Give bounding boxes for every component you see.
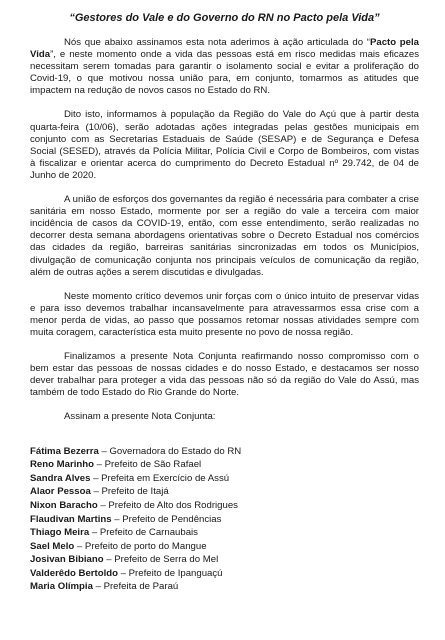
- signer-name: Alaor Pessoa: [30, 486, 91, 498]
- signer-role: – Prefeito de Pendências: [111, 513, 222, 525]
- signer-role: – Prefeito de Alto dos Rodrigues: [97, 499, 238, 511]
- signer-name: Sael Melo: [30, 540, 75, 552]
- signer-role: – Governadora do Estado do RN: [98, 445, 242, 457]
- signer-role: – Prefeito de Itajá: [90, 486, 169, 498]
- paragraph-1: [30, 37, 419, 97]
- signer-name: Josivan Bibiano: [30, 554, 104, 566]
- paragraph-5: Finalizamos a presente Nota Conjunta reafirmando nosso compromisso com o bem estar das pessoas de nossas cidades e do nosso Estado, e destacamos ser nosso dever trabalhar para proteger a vida das pessoas não só da região do Vale do Assú, mas também de todo Estado do Rio Grande do Norte.: [30, 351, 419, 399]
- signer-name: Nixon Baracho: [30, 499, 98, 511]
- signer-item: [30, 445, 419, 459]
- signer-role: – Prefeito de Carnaubais: [89, 527, 198, 539]
- paragraph-1-bold: Pacto pela Vida: [30, 37, 419, 61]
- signer-item: [30, 526, 419, 540]
- paragraph-1-end: ”, e neste momento onde a vida das pessoas está em risco medidas mais eficazes necessitam serem tomadas para garantir o isolamento social e evitar a proliferação do Covid-19, o que motivou nossa união para, em conjunto, tomarmos as atitudes que impactem na redução de novos casos no Estado do RN.: [30, 49, 419, 97]
- paragraph-2: Dito isto, informamos à população da Região do Vale do Açú que à partir desta quarta-feira (10/06), serão adotadas ações integradas pelas gestões municipais em conjunto com as Secretarias Estaduais de Saúde (SESAP) e de Segurança e Defesa Social (SESED), através da Polícia Militar, Polícia Civil e Corpo de Bombeiros, com vistas à fiscalizar e orientar acerca do cumprimento do Decreto Estadual nº 29.742, de 04 de Junho de 2020.: [30, 109, 419, 181]
- signer-item: [30, 499, 419, 513]
- signer-name: Sandra Alves: [30, 472, 91, 484]
- paragraph-3: A união de esforços dos governantes da região é necessária para combater a crise sanitária em nosso Estado, mormente por ser a região do vale a terceira com maior incidência de casos da COVID-19, então, com esse entendimento, serão realizadas no decorrer desta semana abordagens orientativas sobre o Decreto Estadual nos comércios das cidades da região, barreiras sanitárias sincronizadas em todos os Municípios, divulgação de comunicação conjunta nos principais veículos de comunicação da região, além de outras ações a serem discutidas e divulgadas.: [30, 194, 419, 278]
- signer-name: Fátima Bezerra: [30, 445, 99, 457]
- signer-role: – Prefeita de Paraú: [92, 581, 179, 593]
- signer-item: [30, 513, 419, 527]
- signer-name: Valderêdo Bertoldo: [30, 567, 118, 579]
- signer-name: Maria Olímpia: [30, 581, 93, 593]
- signer-item: [30, 472, 419, 486]
- signer-role: – Prefeito de Ipanguaçú: [117, 567, 223, 579]
- document-title: “Gestores do Vale e do Governo do RN no Pacto pela Vida”: [69, 12, 380, 24]
- signer-name: Thiago Meira: [30, 527, 90, 539]
- signer-item: [30, 458, 419, 472]
- paragraph-4: Neste momento crítico devemos unir forças com o único intuito de preservar vidas e para isso devemos trabalhar incansavelmente para atravessarmos essa crise com a menor perda de vidas, ao passo que possamos retomar nossas atividades sempre com muita coragem, característica esta muito presente no povo de nossa região.: [30, 290, 419, 338]
- signer-role: – Prefeita em Exercício de Assú: [90, 472, 230, 484]
- signer-name: Reno Marinho: [30, 459, 94, 471]
- paragraph-1-start: Nós que abaixo assinamos esta nota aderimos à ação articulada do “: [64, 37, 370, 48]
- signer-item: [30, 553, 419, 567]
- signer-item: [30, 580, 419, 594]
- signer-name: Flaudivan Martins: [30, 513, 112, 525]
- signer-item: [30, 540, 419, 554]
- signer-role: – Prefeito de porto do Mangue: [74, 540, 207, 552]
- paragraph-6: Assinam a presente Nota Conjunta:: [64, 411, 216, 423]
- signer-role: – Prefeito de Serra do Mel: [103, 554, 219, 566]
- signer-item: [30, 567, 419, 581]
- signer-item: [30, 485, 419, 499]
- signers-list: [30, 445, 419, 595]
- signer-role: – Prefeito de São Rafael: [93, 459, 202, 471]
